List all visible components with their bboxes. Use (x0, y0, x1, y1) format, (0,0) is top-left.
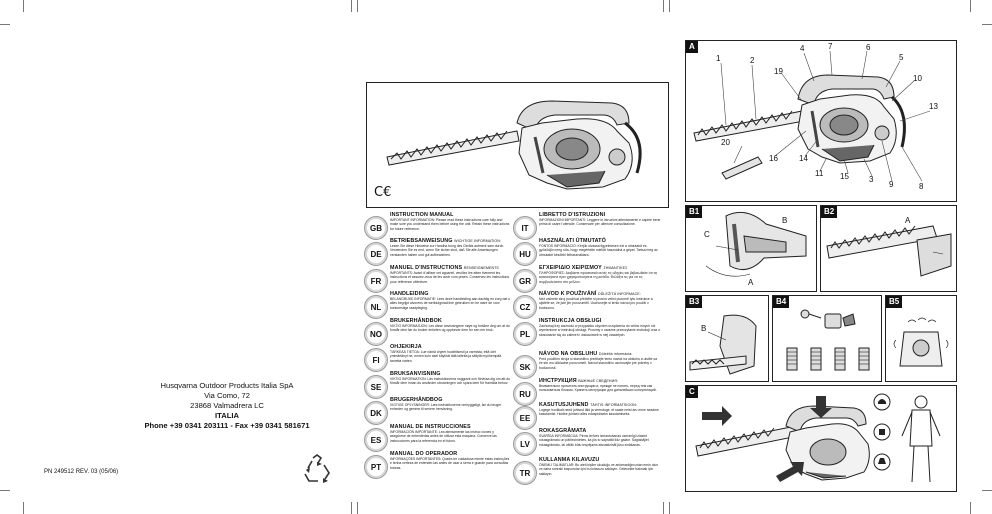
figure-label: A (686, 41, 698, 53)
crop-mark (970, 502, 971, 514)
part-number-label: 8 (919, 182, 924, 191)
company-city: 23868 Valmadrera LC (190, 401, 264, 410)
figure-b1-panel (685, 205, 817, 292)
language-body: Zachowaj trzy ważność w przypadku użyciem urządzenia do celów innych niż wymienione w instrukcji obsługi. Prosimy o uważne przeczytanie instrukcji oraz o stosowanie się do zaleceń i wskazówek w niej zawartych. (539, 324, 661, 337)
figure-label: B1 (686, 206, 702, 218)
language-title: BRUKERHÅNDBOK (390, 318, 442, 324)
crop-mark (669, 502, 670, 514)
language-title: ИНСТРУКЦИЯ ВАЖНЫЕ СВЕДЕНИЯ: (539, 378, 619, 384)
language-title: KASUTUSJUHEND TÄHTIS INFORMATSIOON: (539, 402, 638, 408)
figure-label: B3 (686, 296, 702, 308)
language-body: Lesen Sie diese Hinweise zur Handha bung des Geräts aufmerk sam durch. Verwenden Sie es erst, wenn Sie sicher sind, daß Sie alle Anweisungen verstanden haben und gut aufbewahren. (390, 244, 505, 257)
language-body: Внимательно прочитать инструкции и, прежде не понять, перед тем как пользоваться блоком. Хранить инструкции для дальнейших консультаций. (539, 384, 657, 393)
callout-label: A (905, 216, 911, 225)
language-title: MANUEL D'INSTRUCTIONS RENSEIGNEMENTS (390, 265, 499, 271)
language-title: LIBRETTO D'ISTRUZIONI (539, 212, 606, 218)
language-title: ROKASGRĀMATA (539, 428, 587, 434)
crop-mark (663, 502, 664, 514)
ce-mark: C€ (374, 185, 392, 200)
language-title: NÁVOD NA OBSLUHU Dôležitá informácia: (539, 351, 633, 357)
language-badge: NL (364, 295, 388, 319)
figure-label: B4 (773, 296, 789, 308)
language-title: KULLANMA KILAVUZU (539, 457, 600, 463)
guard-fitting-illustration (686, 296, 768, 381)
spring-parts-illustration (773, 296, 881, 381)
language-title: INSTRUCTION MANUAL (390, 212, 454, 218)
language-badge: DK (364, 401, 388, 425)
company-address (92, 381, 362, 431)
crop-mark (669, 0, 670, 12)
company-street: Via Como, 72 (204, 391, 250, 400)
figure-b4-panel (772, 295, 882, 382)
part-number-label: 16 (769, 154, 778, 163)
crop-mark (970, 0, 971, 12)
language-badge: IT (513, 216, 537, 240)
part-number-label: 19 (774, 67, 783, 76)
language-title: OHJEKIRJA (390, 344, 422, 350)
language-body: Než začnete stroj používat přečtěte si prosím velmi pozorně tyto instrukce a ujistěte se, že jste jim porozuměli. Uschovejte si tento návod pro použití v budoucnu. (539, 297, 653, 310)
part-number-label: 5 (899, 53, 904, 62)
callout-label: B (701, 324, 707, 333)
crop-mark (357, 502, 358, 514)
part-number-label: 6 (866, 43, 871, 52)
figure-b2-panel (820, 205, 957, 292)
crop-mark (663, 0, 664, 12)
language-badge: CZ (513, 295, 537, 319)
language-badge: ES (364, 428, 388, 452)
operation-illustration (686, 386, 956, 491)
language-badge: TR (513, 461, 537, 485)
language-body: Lugege hoolikalt need juhised läbi ja veenduge, et saate neist aru enne seadme kasutamist. Hoidke juhised alles edaspidiseks kasutamiseks. (539, 408, 659, 417)
language-badge: NO (364, 322, 388, 346)
recycle-icon (303, 454, 331, 484)
callout-label: B (782, 216, 788, 225)
crop-mark (982, 490, 992, 491)
figure-c-panel (685, 385, 957, 492)
part-number-label: 7 (828, 42, 833, 51)
part-number-label: 1 (716, 54, 721, 63)
language-title: BETRIEBSANWEISUNG WICHTIGE INFORMATION: (390, 238, 502, 244)
language-badge: GB (364, 216, 388, 240)
crop-mark (23, 0, 24, 12)
language-badge: FR (364, 269, 388, 293)
part-number-label: 13 (929, 102, 938, 111)
company-country: ITALIA (215, 411, 239, 420)
language-title: MANUAL DE INSTRUCCIONES (390, 424, 471, 430)
language-title: HASZNÁLATI ÚTMUTATÓ (539, 238, 606, 244)
part-number-label: 10 (913, 74, 922, 83)
language-badge: PT (364, 455, 388, 479)
part-number-label: 3 (869, 175, 874, 184)
language-body: TÄRKEÄÄ TIETOA: Lue nämä ohjeet huolellisesti ja varmista, että olet ymmärtänyt ne, ennen kuin asel käytöät tätä laitetta ja säilytä myöhempää tarvetta varten. (390, 350, 502, 363)
language-badge: SE (364, 375, 388, 399)
crop-mark (0, 24, 10, 25)
language-badge: HU (513, 242, 537, 266)
crop-mark (357, 0, 358, 12)
cover-part-illustration (886, 296, 956, 381)
language-body: ΠΛΗΡΟΦΟΡΙΕΣ: Διαβάστε προσεκτικά αυτές τις οδηγίες και βεβαιωθείτε ότι τις κατανοήσατε πριν χρησιμοποιήσετε τη μονάδα. Φυλάξτε τις για να τις συμβουλεύεστε στο μέλλον. (539, 271, 658, 284)
part-number-label: 14 (799, 154, 808, 163)
language-body: BELANGRIJKE INFORMATIE: Lees deze handleiding aan dachtig en zorg dat u alles begrijpt alvorens de werktuigmachine gebruiken en be ware de voor toekomstige raadpleging. (390, 297, 510, 310)
figure-b5-panel (885, 295, 957, 382)
language-title: INSTRUKCJA OBSŁUGI (539, 318, 602, 324)
callout-label: C (704, 230, 710, 239)
language-title: BRUGERHÅNDBOG (390, 397, 443, 403)
part-number-label: 15 (840, 172, 849, 181)
language-body: FONTOS INFORMÁCIÓ: Kérjük olvassa figyelmesen ezt a útmutatót és győződjön meg róla, hogy megértette mielőtt használná a gépet. Tartsa meg az útmutatót későbbi felhasználásra. (539, 244, 658, 257)
language-body: VIKTIG INFORMATION: Läs instruktionerna noggrant och förvissa dig om att du förstår dem innan du använder utrustningen och spara dem för framtida behov. (390, 377, 510, 386)
crop-mark (982, 24, 992, 25)
language-title: HANDLEIDING (390, 291, 429, 297)
cover-illustration-frame (366, 82, 669, 208)
figure-label: B5 (886, 296, 902, 308)
crop-mark (351, 502, 352, 514)
part-number-label: 2 (750, 56, 755, 65)
language-body: SVARĪGA INFORMĀCIJA: Pirms ierīces izmantošanas uzmanīgi izlasiet rokasgrāmatu un pārliecinieties, ka jūs to sapratāt līdz galam. Saglabājiet rokasgrāmatu, lai vēlāk būtu iespējams atsvaidzināt jūsu zināšanas. (539, 434, 649, 447)
hedge-trimmer-illustration (367, 83, 668, 207)
language-body: Pred použitím stroja si starostlivo prečítajte tento návod na obsluhu a uistite sa že ste mu dôkladne porozumeli. Návod starostlivo uschovajte pre potreby v budúcnosti. (539, 357, 657, 370)
language-body: VIKTIG INFORMASJON: Les disse anvisningene nøye og forsikre deg om at du forstår dem før du bruker enheten og oppbevar dem for sen ere bruk. (390, 324, 510, 333)
language-title: ΕΓΧΕΙΡΙΔΙΟ ΧΕΙΡΙΣΜΟΥ ΣΗΜΑΝΤΙΚΕΣ (539, 265, 628, 271)
crop-mark (0, 490, 10, 491)
language-badge: LV (513, 432, 537, 456)
part-number: PN 249512 REV. 03 (05/06) (44, 469, 119, 475)
blade-guard-illustration (821, 206, 956, 291)
language-body: VIGTIGE OPLYSNINGER: Læs instruktionerne omhyggeligt, før du bruger enheden og gemme til senere henvisning. (390, 403, 502, 412)
part-number-label: 9 (889, 180, 894, 189)
crop-mark (351, 0, 352, 12)
figure-a-panel (685, 40, 957, 202)
language-body: INFORMACIÓN IMPORTANTE: Lea atentamente las instruc ciones y asegúrese de entenderlas antes de utilizar esta máquina. Conserve las instrucciones para la referencia en el futuro. (390, 430, 497, 443)
language-badge: PL (513, 322, 537, 346)
language-badge: RU (513, 382, 537, 406)
language-badge: EE (513, 406, 537, 430)
crop-mark (23, 502, 24, 514)
part-number-label: 20 (721, 138, 730, 147)
figure-label: C (686, 386, 698, 398)
language-title: BRUKSANVISNING (390, 371, 441, 377)
figure-b3-panel (685, 295, 769, 382)
company-name: Husqvarna Outdoor Products Italia SpA (160, 381, 294, 390)
language-body: INFORMAZIONI IMPORTANTI: Leggere le istruzioni attentamente e capirle bene prima di usare l'utensile. Conservare per ulteriore consultazione. (539, 218, 661, 227)
company-phone-fax: Phone +39 0341 203111 - Fax +39 0341 581671 (144, 421, 310, 430)
language-badge: SK (513, 355, 537, 379)
language-body: IMPORTANT INFORMATION: Please read these instructions care fully and make sure you understand them before using the unit. Retain these instructions for future reference. (390, 218, 510, 231)
part-number-label: 4 (800, 44, 805, 53)
language-body: INFORMAÇÕES IMPORTANTES: Queira ler cuidadosa mente estas instruções e tenha certeza de entender-las antes de usar a serra e guarde para consultas futuras. (390, 457, 510, 470)
language-badge: DE (364, 242, 388, 266)
language-title: NÁVOD K POUŽIVÁNÍ DŮLEŽITÁ INFORMACE: (539, 291, 641, 297)
language-badge: FI (364, 348, 388, 372)
figure-label: B2 (821, 206, 837, 218)
callout-label: A (748, 278, 754, 287)
language-body: IMPORTANTS: Avant d'utiliser cet appareil, veuillez lire atten tivement les instructions et assurez-vous de les avoir com prises. Conservez les instructions pour référence ultérieure. (390, 271, 510, 284)
language-badge: GR (513, 269, 537, 293)
language-title: MANUAL DO OPERADOR (390, 451, 458, 457)
part-number-label: 11 (815, 169, 824, 178)
language-body: ÖNEMLİ TALİMATLAR: Bu aleti kişiler okuduğu ve anlamadığınızdan emin olun ve daha sonraki başvurular için bu kılavuzu saklayın. Gelecekte bakmak için saklayın. (539, 463, 659, 476)
